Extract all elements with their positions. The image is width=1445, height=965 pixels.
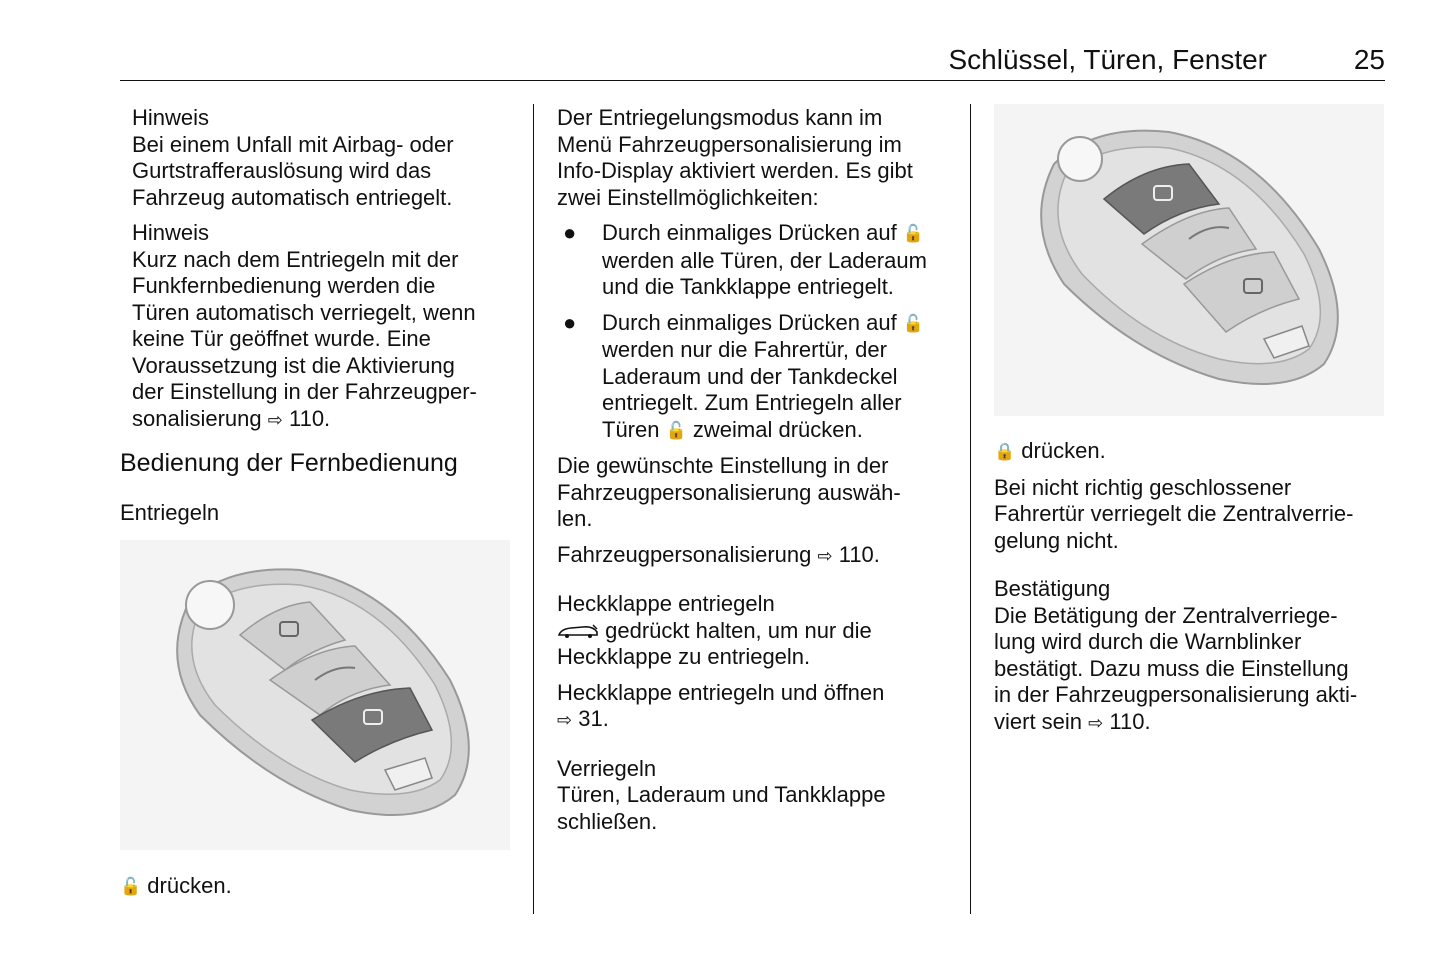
page-reference[interactable]: 110. xyxy=(288,405,331,431)
paragraph-line: Der Entriegelungsmodus kann im xyxy=(557,105,883,130)
key-fob-illustration xyxy=(120,540,510,850)
note-2-line: Türen automatisch verriegelt, wenn xyxy=(132,299,476,325)
note-2-line: Voraussetzung ist die Aktivierung xyxy=(132,352,455,378)
note-2-line: sonalisierung ⇨ 110. xyxy=(132,406,515,434)
paragraph-line: len. xyxy=(557,506,593,531)
tailgate-title: Heckklappe entriegeln xyxy=(557,591,775,616)
paragraph-line: Menü Fahrzeugpersonalisierung im xyxy=(557,131,902,157)
paragraph-line: zwei Einstellmöglichkeiten: xyxy=(557,184,819,210)
bullet-item: ● Durch einmaliges Drücken auf 🔓 werden nur die Fahrertür, der Laderaum und der Tankdeckel entriegelt. Zum Entriegeln aller Türen 🔓 zweimal drücken. xyxy=(557,310,952,445)
unlock-icon: 🔓 xyxy=(902,224,924,243)
column-divider-2 xyxy=(970,104,971,914)
page-reference-arrow-icon: ⇨ xyxy=(1088,712,1104,733)
caption-text: drücken. xyxy=(1021,438,1106,463)
key-fob-illustration xyxy=(994,104,1384,416)
note-2-line: Funkfernbedienung werden die xyxy=(132,273,436,298)
note-2-line: Kurz nach dem Entriegeln mit der xyxy=(132,246,459,272)
bullet-dot: ● xyxy=(563,220,577,245)
note-2-line: der Einstellung in der Fahrzeugper- xyxy=(132,379,477,404)
note-2 xyxy=(120,220,515,433)
key-fob-image-unlock xyxy=(120,540,510,850)
column-divider-1 xyxy=(533,104,534,914)
section-title: Bedienung der Fernbedienung xyxy=(120,449,458,477)
paragraph-line: Info-Display aktiviert werden. Es gibt xyxy=(557,158,913,183)
car-tailgate-icon xyxy=(557,623,599,639)
page-reference-arrow-icon: ⇨ xyxy=(267,409,283,430)
note-1-title: Hinweis xyxy=(132,105,210,130)
note-1 xyxy=(120,105,515,211)
paragraph-line: Die gewünschte Einstellung in der xyxy=(557,453,889,478)
bullet-dot: ● xyxy=(563,309,577,335)
note-1-line: Gurtstrafferauslösung wird das xyxy=(132,158,432,183)
header-rule xyxy=(120,80,1385,81)
note-2-line: keine Tür geöffnet wurde. Eine xyxy=(132,326,431,351)
page-reference[interactable]: 110. xyxy=(1109,708,1151,734)
paragraph-line: Fahrzeugpersonalisierung auswäh- xyxy=(557,479,901,505)
column-3: 🔒 drücken. Bei nicht richtig geschlossener Fahrertür verriegelt die Zentralverrie- gelung nicht. Bestätigung Die Betätigung der Zentralverriege- lung wird durch die Warnblinker bestätigt. Dazu muss die Einstellung in der Fahrzeugpersonalisierung akti- viert sein ⇨ 110. xyxy=(994,438,1389,736)
note-2-title: Hinweis xyxy=(132,220,210,245)
note-1-line: Bei einem Unfall mit Airbag- oder xyxy=(132,131,454,157)
bullet-item: ● Durch einmaliges Drücken auf 🔓 werden alle Türen, der Laderaum und die Tankklappe entriegelt. xyxy=(563,220,927,299)
unlock-icon: 🔓 xyxy=(120,877,142,896)
page-number: 25 xyxy=(1353,44,1385,75)
caption-1 xyxy=(120,873,232,901)
caption-text: drücken. xyxy=(147,873,232,898)
subsection-title: Entriegeln xyxy=(120,500,220,525)
unlock-icon: 🔓 xyxy=(902,313,924,333)
note-1-line: Fahrzeug automatisch entriegelt. xyxy=(132,184,453,210)
page-reference-arrow-icon: ⇨ xyxy=(817,545,833,566)
confirm-title: Bestätigung xyxy=(994,576,1111,601)
running-header-title: Schlüssel, Türen, Fenster xyxy=(948,44,1267,75)
page-reference[interactable]: 110. xyxy=(838,541,880,567)
page-reference-arrow-icon: ⇨ xyxy=(557,710,573,730)
key-fob-image-lock xyxy=(994,104,1384,416)
unlock-icon: 🔓 xyxy=(665,420,687,440)
column-1 xyxy=(120,105,515,527)
page-reference[interactable]: 31. xyxy=(578,706,609,731)
lock-title: Verriegeln xyxy=(557,755,657,781)
lock-icon: 🔒 xyxy=(994,442,1016,461)
column-2: Der Entriegelungsmodus kann im Menü Fahrzeugpersonalisierung im Info-Display aktiviert werden. Es gibt zwei Einstellmöglichkeiten: ● Durch einmaliges Drücken auf 🔓 werden alle Türen, der Laderaum und die Tankklappe entriegelt. ● Durch einmaliges Drücken auf 🔓 werden nur die Fahrertür, der Laderaum und der Tankdeckel entriegelt. Zum Entriegeln aller Türen 🔓 zweimal drücken. Die gewünschte Einstellung in der Fahrzeugpersonalisierung auswäh- len. Fahrzeugpersonalisierung ⇨ 110. Heckklappe entriegeln gedrückt halten, um nur die Heckklappe zu entriegeln. Heckklappe entriegeln und öffnen ⇨ 31. Verriegeln Türen, Laderaum und Tankklappe schließen. xyxy=(557,105,952,835)
